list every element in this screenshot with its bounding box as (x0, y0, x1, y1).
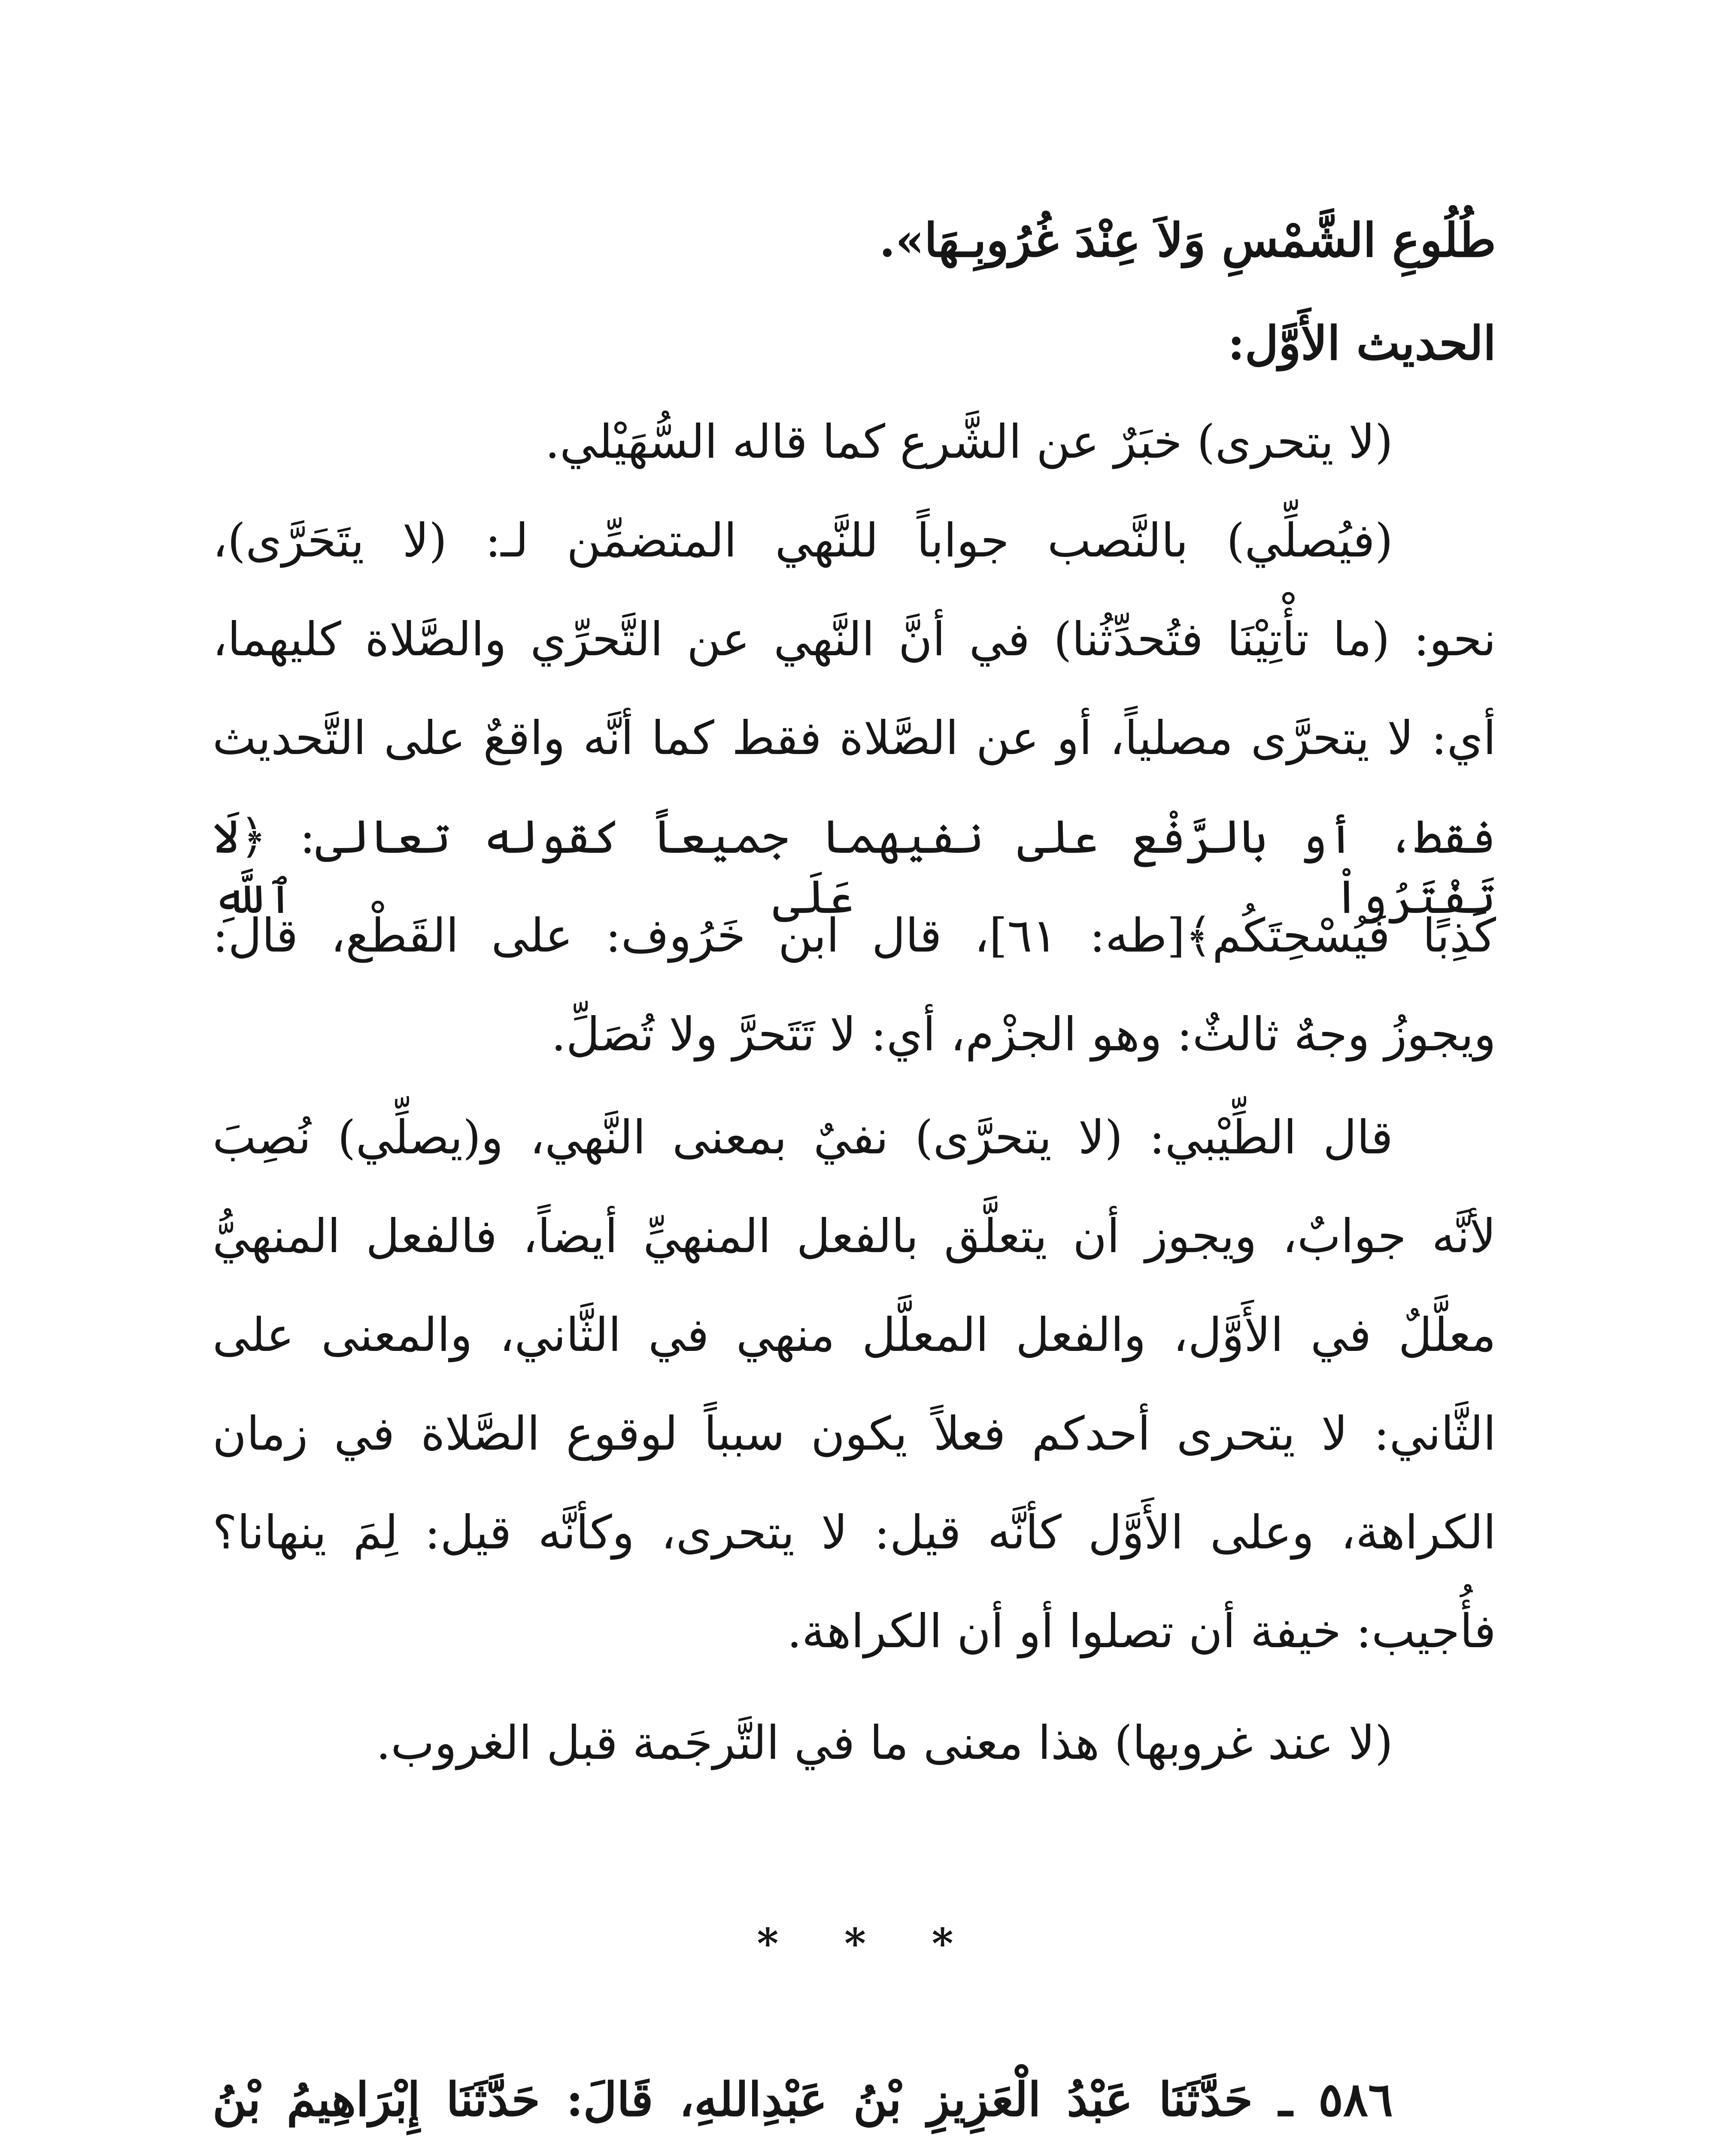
commentary-line: (فيُصلِّي) بالنَّصب جواباً للنَّهي المتضمِّن لـ: (لا يتَحَرَّى)، (212, 514, 1393, 568)
commentary-line: فأُجيب: خيفة أن تصلوا أو أن الكراهة. (787, 1605, 1496, 1658)
commentary-line: لأنَّه جوابٌ، ويجوز أن يتعلَّق بالفعل المنهيِّ أيضاً، فالفعل المنهيُّ (212, 1210, 1496, 1263)
section-heading: الحديث الأَوَّل: (1227, 316, 1496, 371)
section-separator: * * * (757, 1919, 979, 1968)
hadith-text-line: طُلُوعِ الشَّمْسِ وَلاَ عِنْدَ غُرُوبِـهَا». (879, 213, 1496, 268)
commentary-line: الثَّاني: لا يتحرى أحدكم فعلاً يكون سبباً لوقوع الصَّلاة في زمان (212, 1407, 1496, 1461)
commentary-line: الكراهة، وعلى الأَوَّل كأنَّه قيل: لا يتحرى، وكأنَّه قيل: لِمَ ينهانا؟ (212, 1506, 1496, 1560)
commentary-line: معلَّلٌ في الأَوَّل، والفعل المعلَّل منهي في الثَّاني، والمعنى على (212, 1308, 1496, 1362)
commentary-line: كَذِبًا فَيُسْحِتَكُم﴾[طه: ٦١]، قال ابن خَرُوف: على القَطْع، قال: (212, 909, 1496, 963)
commentary-line: فقط، أو بالرَّفْع على نفيهما جميعاً كقوله تعالى: ﴿لَا تَفْتَرُواْ عَلَى ٱللَّهِ (212, 810, 1496, 924)
commentary-line: قال الطِّيْبي: (لا يتحرَّى) نفيٌ بمعنى النَّهي، و(يصلِّي) نُصِبَ (212, 1111, 1393, 1165)
commentary-line: (لا يتحرى) خبَرٌ عن الشَّرع كما قاله السُّهَيْلي. (545, 415, 1393, 469)
commentary-line: ويجوزُ وجهٌ ثالثٌ: وهو الجزْم، أي: لا تَتَحرَّ ولا تُصَلِّ. (551, 1008, 1496, 1061)
hadith-chain-line: ٥٨٦ ـ حَدَّثَنَا عَبْدُ الْعَزِيزِ بْنُ عَبْدِاللهِ، قَالَ: حَدَّثَنَا إِبْرَاهِيمُ بْنُ (212, 2073, 1393, 2127)
commentary-line: أي: لا يتحرَّى مصلياً، أو عن الصَّلاة فقط كما أنَّه واقعٌ على التَّحديث (212, 712, 1496, 765)
commentary-line: (لا عند غروبها) هذا معنى ما في التَّرجَمة قبل الغروب. (376, 1716, 1393, 1770)
commentary-line: نحو: (ما تأْتِيْنَا فتُحدِّثُنا) في أنَّ النَّهي عن التَّحرِّي والصَّلاة كليهما، (212, 613, 1496, 666)
